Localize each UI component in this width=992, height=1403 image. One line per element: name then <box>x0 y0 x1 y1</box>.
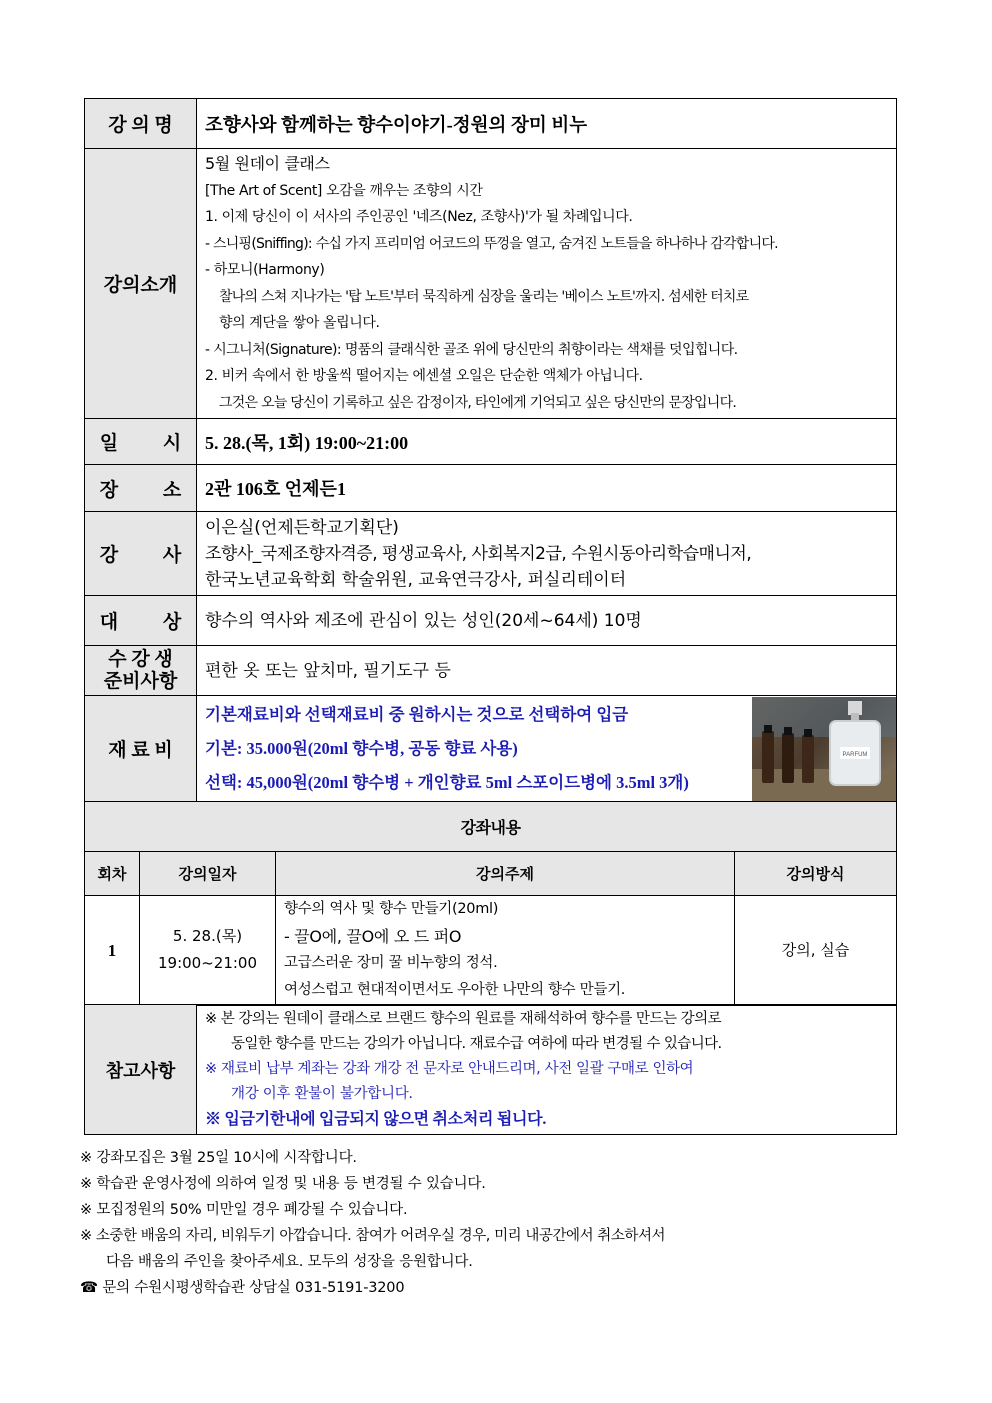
schedule-date-line: 5. 28.(목) <box>172 927 243 945</box>
target-label: 대 상 <box>85 596 197 646</box>
date-label: 일 시 <box>85 419 197 465</box>
phone-icon: ☎ <box>80 1280 98 1296</box>
topic-line: 여성스럽고 현대적이면서도 우아한 나만의 향수 만들기. <box>284 982 626 998</box>
photo-bottle-label: PARFUM <box>842 751 868 758</box>
intro-line: - 시그니처(Signature): 명품의 클래식한 골조 위에 당신만의 취향이라는 색채를 덧입힙니다. <box>205 341 738 358</box>
target-value: 향수의 역사와 제조에 관심이 있는 성인(20세~64세) 10명 <box>197 596 897 646</box>
topic-line: - 끌O에, 끌O에 오 드 퍼O <box>284 927 462 946</box>
material-line: 선택: 45,000원(20ml 향수병 + 개인향료 5ml 스포이드병에 3.5ml 3개) <box>205 772 689 792</box>
schedule-method: 강의, 실습 <box>735 895 897 1005</box>
prep-value: 편한 옷 또는 앞치마, 필기도구 등 <box>197 646 897 696</box>
material-label: 재 료 비 <box>85 696 197 802</box>
prep-label <box>85 646 197 696</box>
material-line: 기본재료비와 선택재료비 중 원하시는 것으로 선택하여 입금 <box>205 704 629 724</box>
course-info-table <box>84 98 897 802</box>
notes-table <box>84 1004 897 1135</box>
course-title: 조향사와 함께하는 향수이야기-정원의 장미 비누 <box>197 99 897 149</box>
course-intro <box>197 149 897 419</box>
teacher-line: 이은실(언제든학교기획단) <box>205 517 399 538</box>
topic-line: 향수의 역사 및 향수 만들기(20ml) <box>284 901 499 917</box>
schedule-topic <box>276 895 735 1005</box>
footer-line: ※ 학습관 운영사정에 의하여 일정 및 내용 등 변경될 수 있습니다. <box>80 1176 486 1192</box>
place-value: 2관 106호 언제든1 <box>197 465 897 512</box>
schedule-header-topic: 강의주제 <box>276 851 735 895</box>
intro-label: 강의소개 <box>85 149 197 419</box>
intro-line: 2. 비커 속에서 한 방울씩 떨어지는 에센셜 오일은 단순한 액체가 아닙니다. <box>205 368 643 384</box>
intro-line: 그것은 오늘 당신이 기록하고 싶은 감정이자, 타인에게 기억되고 싶은 당신만의 문장입니다. <box>219 394 737 411</box>
notes-label: 참고사항 <box>85 1005 197 1135</box>
intro-line: 찰나의 스쳐 지나가는 '탑 노트'부터 묵직하게 심장을 울리는 '베이스 노트'까지. 섬세한 터치로 <box>219 288 749 305</box>
material-line: 기본: 35.000원(20ml 향수병, 공동 향료 사용) <box>205 738 518 758</box>
intro-line: [The Art of Scent] 오감을 깨우는 조향의 시간 <box>205 182 483 199</box>
perfume-bottles-photo <box>752 697 896 801</box>
intro-line: 향의 계단을 쌓아 올립니다. <box>219 315 380 331</box>
intro-line: 5월 원데이 클래스 <box>205 154 330 173</box>
note-line: 동일한 향수를 만드는 강의가 아닙니다. 재료수급 여하에 따라 변경될 수 있습니다. <box>231 1036 722 1052</box>
note-line: ※ 본 강의는 원데이 클래스로 브랜드 향수의 원료를 재해석하여 향수를 만드는 강의로 <box>205 1011 722 1027</box>
material-text <box>205 697 689 800</box>
perfume-bottles-illustration <box>752 697 896 801</box>
intro-line: 1. 이제 당신이 이 서사의 주인공인 '네즈(Nez, 조향사)'가 될 차례입니다. <box>205 209 633 225</box>
schedule-section-title: 강좌내용 <box>85 801 897 851</box>
schedule-header-date: 강의일자 <box>140 851 276 895</box>
contact-text: 문의 수원시평생학습관 상담실 031-5191-3200 <box>102 1280 405 1296</box>
footer-line: ※ 모집정원의 50% 미만일 경우 폐강될 수 있습니다. <box>80 1202 408 1218</box>
teacher-label: 강 사 <box>85 512 197 596</box>
schedule-header-method: 강의방식 <box>735 851 897 895</box>
schedule-header-round: 회차 <box>85 851 140 895</box>
footer-line: ※ 강좌모집은 3월 25일 10시에 시작합니다. <box>80 1150 357 1166</box>
course-document <box>84 98 896 1135</box>
footer-line: 다음 배움의 주인을 찾아주세요. 모두의 성장을 응원합니다. <box>106 1254 473 1270</box>
schedule-date-line: 19:00~21:00 <box>157 954 258 972</box>
note-line: ※ 재료비 납부 계좌는 강좌 개강 전 문자로 안내드리며, 사전 일괄 구매로 인하여 <box>205 1061 694 1077</box>
topic-line: 고급스러운 장미 꿀 비누향의 정석. <box>284 955 498 971</box>
material-cell <box>197 696 897 802</box>
note-line: ※ 입금기한내에 입금되지 않으면 취소처리 됩니다. <box>205 1111 547 1128</box>
contact-line <box>80 1275 665 1301</box>
teacher-line: 조향사_국제조향자격증, 평생교육사, 사회복지2급, 수원시동아리학습매니저, <box>205 543 752 564</box>
prep-label-line: 수 강 생 <box>108 648 173 670</box>
schedule-table <box>84 801 897 1006</box>
footer-line: ※ 소중한 배움의 자리, 비워두기 아깝습니다. 참여가 어려우실 경우, 미리 내공간에서 취소하셔서 <box>80 1228 666 1244</box>
intro-line: - 하모니(Harmony) <box>205 262 325 278</box>
date-value: 5. 28.(목, 1회) 19:00~21:00 <box>197 419 897 465</box>
notes-content <box>197 1005 897 1135</box>
table-row <box>85 895 897 1005</box>
course-name-label: 강 의 명 <box>85 99 197 149</box>
teacher-line: 한국노년교육학회 학술위원, 교육연극강사, 퍼실리테이터 <box>205 569 627 590</box>
schedule-date <box>140 895 276 1005</box>
note-line: 개강 이후 환불이 불가합니다. <box>231 1086 413 1102</box>
intro-line: - 스니핑(Sniffing): 수십 가지 프리미엄 어코드의 뚜껑을 열고, 숨겨진 노트들을 하나하나 감각합니다. <box>205 235 778 252</box>
prep-label-line: 준비사항 <box>103 670 178 692</box>
place-label: 장 소 <box>85 465 197 512</box>
footer-notes <box>80 1145 665 1301</box>
teacher-info <box>197 512 897 596</box>
schedule-round-number: 1 <box>85 895 140 1005</box>
